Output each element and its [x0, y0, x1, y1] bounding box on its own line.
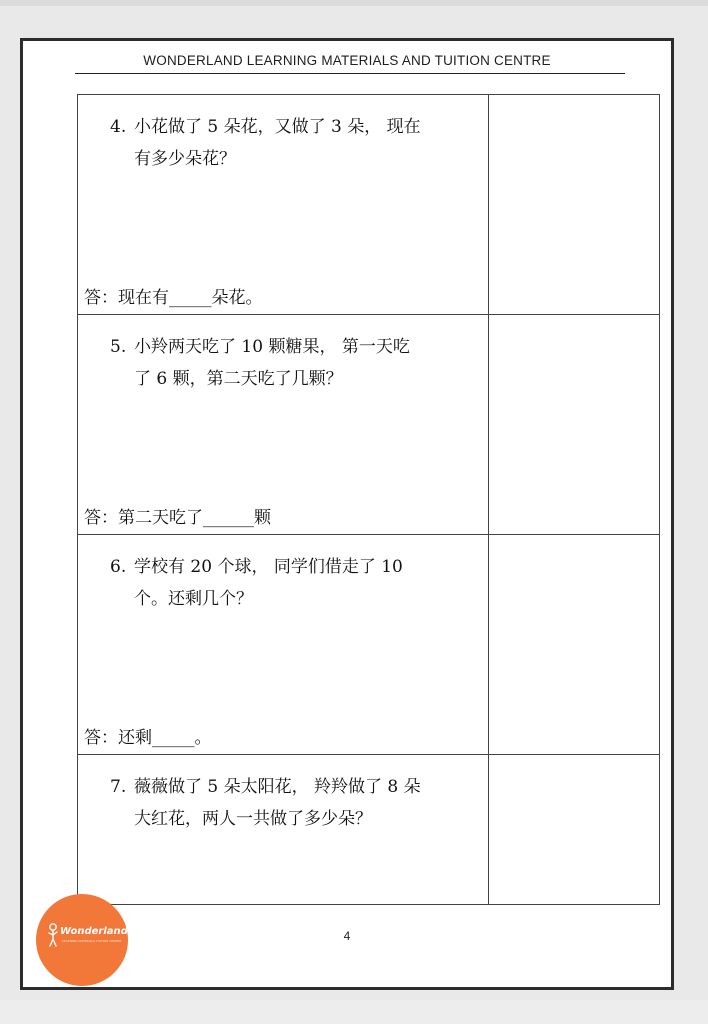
question-text: [110, 111, 480, 175]
logo-tagline: LEARNING MATERIALS TUITION CENTRE: [62, 939, 122, 943]
header-rule: [75, 73, 625, 74]
working-space-cell[interactable]: [489, 315, 660, 535]
question-row: [78, 315, 660, 535]
question-cell: [78, 535, 489, 755]
answer-line[interactable]: 答：第二天吃了______颗: [84, 508, 271, 528]
question-number: 6.: [110, 557, 127, 577]
page-number: 4: [343, 929, 351, 943]
question-row: [78, 755, 660, 905]
answer-line[interactable]: 答：还剩_____。: [84, 728, 212, 748]
question-table: [77, 94, 660, 905]
question-line-2: 了 6 颗，第二天吃了几颗？: [134, 369, 343, 389]
question-line-2: 大红花，两人一共做了多少朵？: [134, 809, 372, 829]
question-line-1: 小羚两天吃了 10 颗糖果， 第一天吃: [134, 337, 410, 357]
wonderland-logo: [36, 894, 128, 986]
question-text: [110, 331, 480, 395]
working-space-cell[interactable]: [489, 755, 660, 905]
question-line-1: 学校有 20 个球， 同学们借走了 10: [134, 557, 403, 577]
question-number: 5.: [110, 337, 127, 357]
bottom-strip: [0, 1000, 708, 1024]
top-strip: [0, 0, 708, 6]
question-text: [110, 551, 480, 615]
working-space-cell[interactable]: [489, 95, 660, 315]
question-row: [78, 95, 660, 315]
question-row: [78, 535, 660, 755]
working-space-cell[interactable]: [489, 535, 660, 755]
worksheet-page: [20, 38, 674, 990]
question-number: 7.: [110, 777, 127, 797]
answer-line[interactable]: 答：现在有_____朵花。: [84, 288, 263, 308]
question-cell: [78, 95, 489, 315]
question-line-1: 薇薇做了 5 朵太阳花， 羚羚做了 8 朵: [134, 777, 421, 797]
child-figure-icon: [46, 922, 60, 948]
header-title: WONDERLAND LEARNING MATERIALS AND TUITION CENTRE: [143, 53, 551, 68]
question-cell: [78, 755, 489, 905]
question-line-2: 有多少朵花？: [134, 149, 236, 169]
question-line-1: 小花做了 5 朵花，又做了 3 朵， 现在: [134, 117, 421, 137]
logo-name: Wonderland: [60, 926, 128, 937]
question-line-2: 个。还剩几个？: [134, 589, 253, 609]
question-cell: [78, 315, 489, 535]
question-number: 4.: [110, 117, 127, 137]
question-text: [110, 771, 480, 835]
